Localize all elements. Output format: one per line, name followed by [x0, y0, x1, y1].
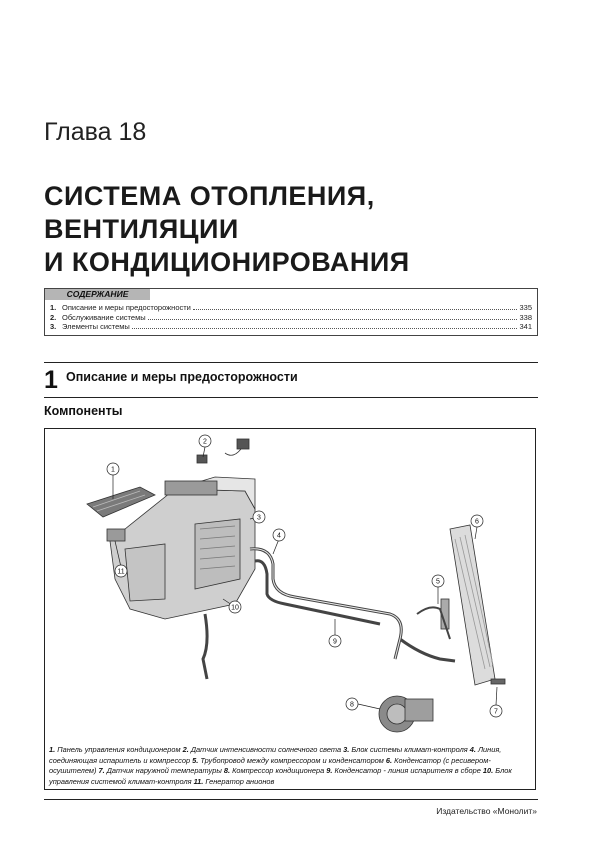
caption-text-11: Генератор анионов	[203, 776, 275, 786]
section-divider	[44, 362, 538, 363]
toc-item-page: 338	[519, 312, 532, 322]
control-panel-drawing	[87, 487, 155, 517]
toc-heading: СОДЕРЖАНИЕ	[45, 289, 150, 300]
table-of-contents	[44, 288, 538, 336]
toc-leader-dots	[148, 318, 518, 320]
outside-temp-sensor-drawing	[491, 679, 505, 684]
caption-num-5: 5.	[192, 755, 199, 765]
toc-item[interactable]	[50, 313, 532, 323]
components-illustration	[45, 429, 535, 741]
toc-item-page: 335	[519, 303, 532, 312]
title-line-3: И КОНДИЦИОНИРОВАНИЯ	[44, 247, 410, 277]
caption-text-6: Конденсатор (с ресивером-осушителем)	[49, 755, 491, 775]
caption-text-5: Трубопровод между компрессором и конденсатором	[198, 755, 386, 765]
chapter-title	[44, 180, 564, 279]
figure-caption	[49, 745, 533, 787]
caption-num-3: 3.	[343, 745, 350, 754]
toc-item-label: Описание и меры предосторожности	[62, 303, 191, 312]
caption-num-8: 8.	[223, 766, 231, 775]
callout-2: 2	[203, 438, 207, 446]
caption-num-10: 10.	[482, 766, 494, 775]
caption-text-8: Компрессор кондиционера	[230, 766, 327, 775]
callout-9: 9	[333, 638, 337, 646]
callout-3: 3	[257, 514, 261, 522]
caption-text-9: Конденсатор - линия испарителя в сборе	[332, 766, 483, 775]
toc-item-page: 341	[519, 322, 532, 331]
caption-num-9: 9.	[326, 766, 333, 775]
compressor-drawing	[379, 696, 433, 732]
toc-item-label: Обслуживание системы	[62, 312, 146, 322]
callout-8: 8	[350, 701, 354, 709]
section-number: 1	[44, 366, 58, 394]
caption-num-7: 7.	[98, 766, 105, 775]
subsection-title: Компоненты	[44, 404, 123, 418]
toc-item-number: 1.	[50, 303, 57, 312]
caption-num-11: 11.	[193, 776, 204, 786]
toc-list	[50, 303, 532, 332]
components-figure	[44, 428, 536, 790]
publisher-label: Издательство «Монолит»	[436, 806, 537, 816]
subsection-divider	[44, 397, 538, 398]
chapter-label: Глава 18	[44, 118, 147, 146]
caption-num-4: 4.	[469, 745, 476, 754]
toc-leader-dots	[193, 308, 518, 310]
callout-4: 4	[277, 532, 281, 540]
footer-divider	[44, 799, 538, 800]
caption-num-1: 1.	[49, 745, 56, 754]
title-line-1: СИСТЕМА ОТОПЛЕНИЯ,	[44, 181, 375, 211]
callout-11: 11	[117, 568, 125, 576]
callout-10: 10	[231, 604, 239, 612]
caption-text-2: Датчик интенсивности солнечного света	[188, 745, 344, 754]
caption-num-6: 6.	[385, 755, 393, 765]
caption-text-4: Линия, соединяющая испаритель и компрессор	[49, 745, 502, 765]
caption-text-1: Панель управления кондиционером	[55, 745, 183, 754]
caption-num-2: 2.	[182, 745, 189, 754]
section-title: Описание и меры предосторожности	[66, 370, 298, 384]
title-line-2: ВЕНТИЛЯЦИИ	[44, 214, 239, 244]
toc-item-number: 2.	[50, 312, 57, 322]
caption-text-3: Блок системы климат-контроля	[349, 745, 470, 754]
toc-item[interactable]	[50, 303, 532, 313]
callout-5: 5	[436, 578, 440, 586]
toc-item-label: Элементы системы	[62, 322, 130, 331]
callout-6: 6	[475, 518, 479, 526]
caption-text-10: Блок управления системой климат-контроля	[49, 766, 512, 786]
toc-item-number: 3.	[50, 322, 57, 331]
callout-7: 7	[494, 708, 498, 716]
caption-text-7: Датчик наружной температуры	[104, 766, 224, 775]
toc-leader-dots	[132, 327, 518, 329]
callout-1: 1	[111, 466, 115, 474]
anion-generator-drawing	[107, 529, 125, 541]
toc-item[interactable]	[50, 322, 532, 332]
